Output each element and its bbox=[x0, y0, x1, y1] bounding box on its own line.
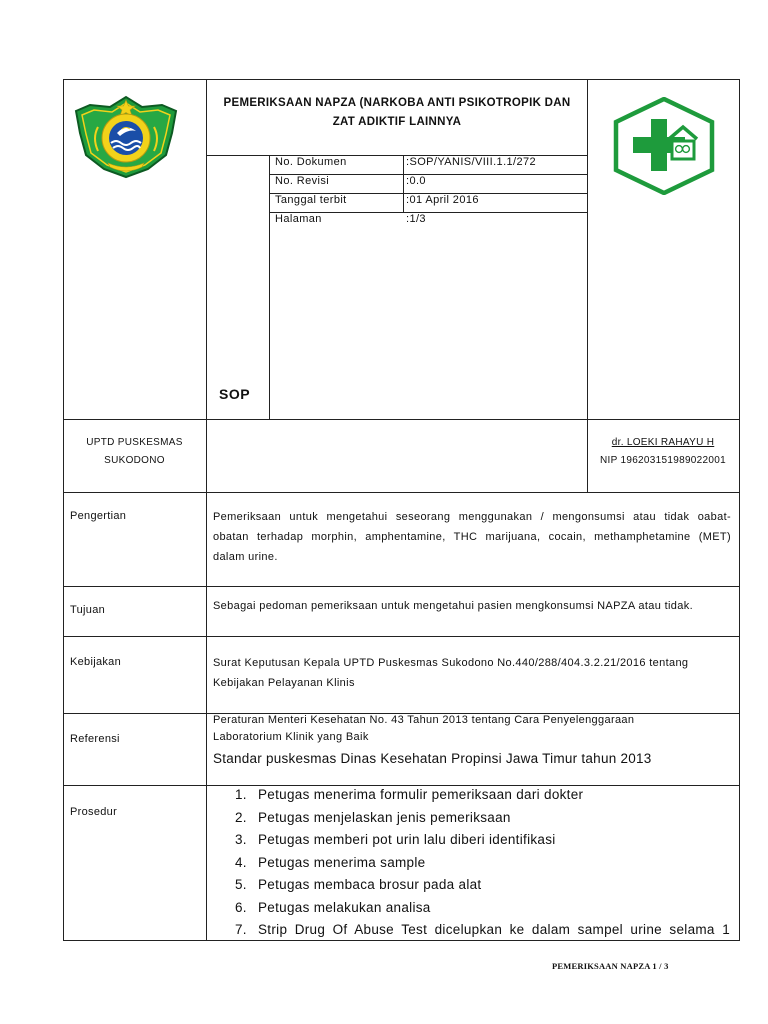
step-number: 5. bbox=[235, 877, 247, 892]
section-line bbox=[63, 785, 739, 786]
kebijakan-label: Kebijakan bbox=[70, 656, 122, 668]
step-number: 1. bbox=[235, 787, 247, 802]
logo-column-divider bbox=[587, 79, 588, 419]
revision-label: No. Revisi bbox=[275, 175, 330, 187]
step-text: Petugas menjelaskan jenis pemeriksaan bbox=[258, 810, 511, 825]
step-text: Petugas membaca brosur pada alat bbox=[258, 877, 482, 892]
docinfo-value-divider bbox=[403, 155, 404, 213]
pengertian-label: Pengertian bbox=[70, 510, 127, 522]
pengertian-text bbox=[213, 507, 731, 567]
referensi-label: Referensi bbox=[70, 733, 120, 745]
column-divider bbox=[206, 79, 207, 940]
regency-emblem-logo bbox=[70, 93, 182, 179]
signer-nip: NIP 196203151989022001 bbox=[600, 455, 726, 466]
step-text: Petugas menerima formulir pemeriksaan dari dokter bbox=[258, 787, 584, 802]
referensi-line2: Laboratorium Klinik yang Baik bbox=[213, 731, 369, 743]
step-text: Strip Drug Of Abuse Test dicelupkan ke dalam sampel urine selama 1 bbox=[258, 922, 730, 937]
step-number: 6. bbox=[235, 900, 247, 915]
section-line bbox=[63, 586, 739, 587]
step-number: 3. bbox=[235, 832, 247, 847]
referensi-line1: Peraturan Menteri Kesehatan No. 43 Tahun 2013 tentang Cara Penyelenggaraan bbox=[213, 714, 635, 726]
page-footer: PEMERIKSAAN NAPZA 1 / 3 bbox=[552, 961, 669, 971]
doc-number-value: :SOP/YANIS/VIII.1.1/272 bbox=[406, 156, 537, 168]
table-border-top bbox=[63, 79, 739, 80]
sop-label: SOP bbox=[219, 386, 251, 402]
signer-name: dr. LOEKI RAHAYU H bbox=[611, 437, 715, 448]
issue-date-value: :01 April 2016 bbox=[406, 194, 479, 206]
tujuan-text: Sebagai pedoman pemeriksaan untuk mengetahui pasien mengkonsumsi NAPZA atau tidak. bbox=[213, 600, 693, 612]
step-number: 2. bbox=[235, 810, 247, 825]
section-line bbox=[63, 636, 739, 637]
step-number: 4. bbox=[235, 855, 247, 870]
prosedur-label: Prosedur bbox=[70, 806, 118, 818]
section-line bbox=[63, 492, 739, 493]
doc-number-label: No. Dokumen bbox=[275, 156, 347, 168]
kebijakan-line2: Kebijakan Pelayanan Klinis bbox=[213, 677, 355, 689]
document-title-line2: ZAT ADIKTIF LAINNYA bbox=[332, 116, 462, 128]
step-text: Petugas melakukan analisa bbox=[258, 900, 431, 915]
institution-name-line1: UPTD PUSKESMAS bbox=[86, 437, 183, 448]
tujuan-label: Tujuan bbox=[70, 604, 106, 616]
referensi-line3: Standar puskesmas Dinas Kesehatan Propinsi Jawa Timur tahun 2013 bbox=[213, 751, 652, 766]
page-value: :1/3 bbox=[406, 213, 426, 225]
puskesmas-logo bbox=[611, 97, 717, 195]
pengertian-line: obatan terhadap morphin, amphentamine, THC marijuana, cocain, methamphetamine (MET) bbox=[213, 531, 731, 543]
page-label: Halaman bbox=[275, 213, 322, 225]
pengertian-line: Pemeriksaan untuk mengetahui seseorang menggunakan / mengonsumsi atau tidak oabat- bbox=[213, 511, 731, 523]
revision-value: :0.0 bbox=[406, 175, 426, 187]
table-border-bottom bbox=[63, 940, 740, 941]
document-title-line1: PEMERIKSAAN NAPZA (NARKOBA ANTI PSIKOTROPIK DAN bbox=[223, 97, 571, 109]
issue-date-label: Tanggal terbit bbox=[275, 194, 347, 206]
institution-name-line2: SUKODONO bbox=[104, 455, 165, 466]
table-border-left bbox=[63, 79, 64, 940]
pengertian-line: dalam urine. bbox=[213, 551, 278, 563]
section-line bbox=[63, 419, 739, 420]
kebijakan-line1: Surat Keputusan Kepala UPTD Puskesmas Sukodono No.440/288/404.3.2.21/2016 tentang bbox=[213, 657, 689, 669]
step-number: 7. bbox=[235, 922, 247, 937]
docinfo-column-divider bbox=[269, 155, 270, 419]
step-text: Petugas menerima sample bbox=[258, 855, 426, 870]
step-text: Petugas memberi pot urin lalu diberi identifikasi bbox=[258, 832, 556, 847]
table-border-right bbox=[739, 79, 740, 940]
